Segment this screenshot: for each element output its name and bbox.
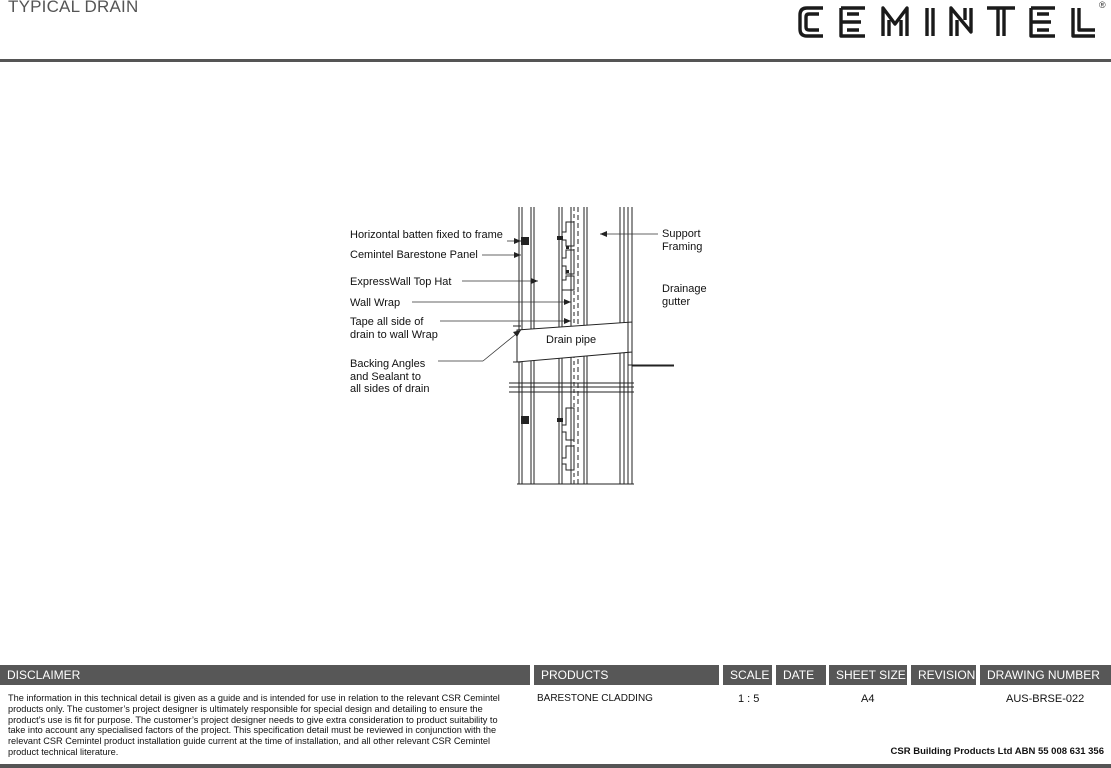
revision-header: REVISION [911, 665, 976, 685]
drawing-number-header: DRAWING NUMBER [980, 665, 1111, 685]
label-backing-line2: and Sealant to [350, 371, 421, 383]
label-horizontal-batten: Horizontal batten fixed to frame [350, 229, 503, 241]
drawing-number-value: AUS-BRSE-022 [1006, 693, 1085, 705]
scale-value: 1 : 5 [738, 693, 760, 705]
sheet-size-value: A4 [861, 693, 875, 705]
label-drain-pipe: Drain pipe [546, 334, 597, 346]
label-backing-line3: all sides of drain [350, 383, 430, 395]
label-drainage-line2: gutter [662, 296, 691, 308]
label-barestone-panel: Cemintel Barestone Panel [350, 249, 478, 261]
label-wall-wrap: Wall Wrap [350, 297, 401, 309]
label-backing-line1: Backing Angles [350, 358, 426, 370]
sheet-size-header: SHEET SIZE [829, 665, 907, 685]
company-abn: CSR Building Products Ltd ABN 55 008 631 356 [890, 746, 1104, 757]
products-header: PRODUCTS [534, 665, 719, 685]
date-header: DATE [776, 665, 826, 685]
label-tape-line2: drain to wall Wrap [350, 329, 438, 341]
registered-mark: ® [1099, 0, 1106, 10]
scale-header: SCALE [723, 665, 772, 685]
product-value: BARESTONE CLADDING [537, 693, 653, 704]
label-top-hat: ExpressWall Top Hat [350, 276, 452, 288]
disclaimer-header: DISCLAIMER [0, 665, 530, 685]
label-drainage-line1: Drainage [662, 283, 707, 295]
drawing-title: TYPICAL DRAIN [8, 0, 139, 16]
disclaimer-text: The information in this technical detail is given as a guide and is intended for use in relation to the relevant CSR Cemintel products only. The customer’s project designer is ultimately responsible for special design and detailing to ensure the product’s use is fit for purpose. The customer’s project designer needs to give extra consideration to product suitability to take into account any specialised factors of the project. This specification detail must be reviewed in conjunction with the relevant CSR Cemintel product installation guide current at the time of installation, and all other relevant CSR Cemintel product technical literature. [8, 693, 500, 757]
label-support-line1: Support [662, 228, 701, 240]
label-tape-line1: Tape all side of [350, 316, 424, 328]
footer-divider [0, 764, 1111, 768]
label-support-line2: Framing [662, 241, 703, 253]
